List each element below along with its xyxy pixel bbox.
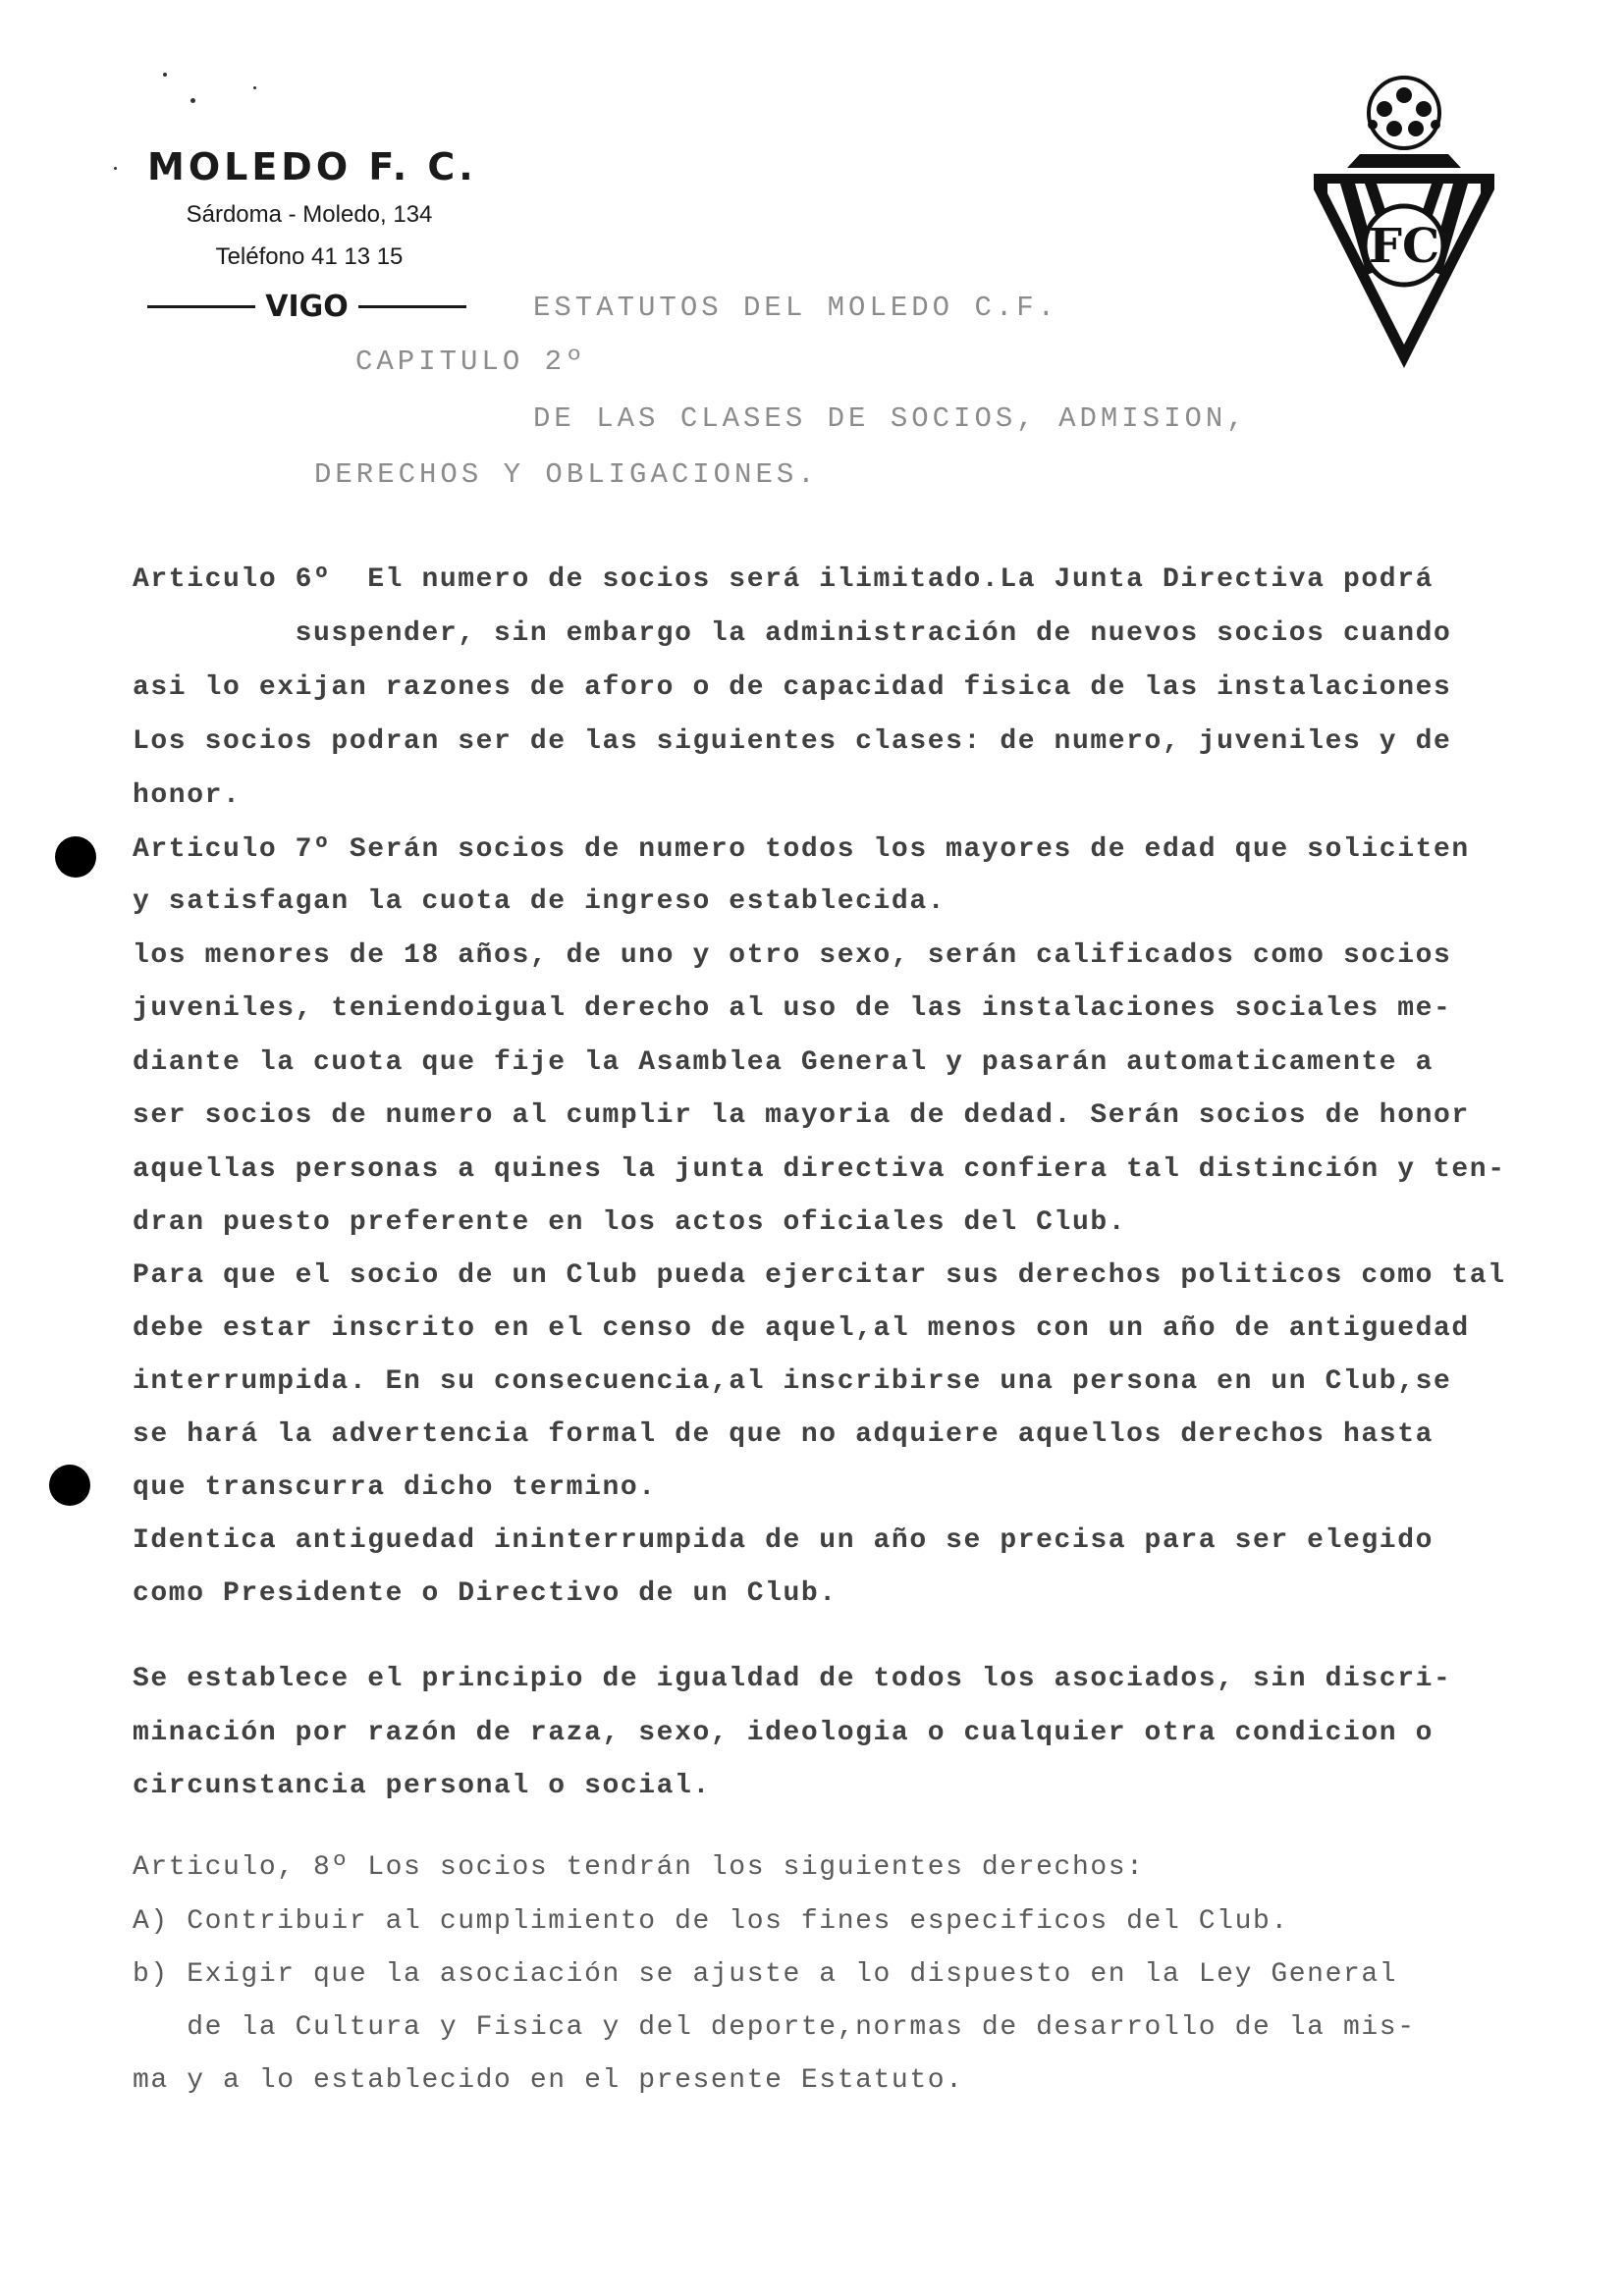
body-line: aquellas personas a quines la junta directiva confiera tal distinción y ten- xyxy=(133,1154,1506,1185)
speck xyxy=(163,73,167,77)
club-name: MOLEDO F. C. xyxy=(147,145,477,188)
body-line: que transcurra dicho termino. xyxy=(133,1472,657,1503)
body-line: se hará la advertencia formal de que no adquiere aquellos derechos hasta xyxy=(133,1419,1434,1450)
body-line: Articulo 7º Serán socios de numero todos los mayores de edad que soliciten xyxy=(133,834,1470,865)
chapter-subtitle-1: DE LAS CLASES DE SOCIOS, ADMISION, xyxy=(533,402,1248,435)
city-rule-right xyxy=(358,305,466,308)
club-crest-icon xyxy=(1306,74,1502,378)
punch-hole xyxy=(55,836,96,878)
speck xyxy=(114,167,117,170)
city-label: VIGO xyxy=(265,290,349,324)
speck xyxy=(253,86,256,89)
body-line: Se establece el principio de igualdad de todos los asociados, sin discri- xyxy=(133,1664,1452,1694)
body-line: minación por razón de raza, sexo, ideologia o cualquier otra condicion o xyxy=(133,1718,1434,1748)
body-line: A) Contribuir al cumplimiento de los fines especificos del Club. xyxy=(133,1906,1289,1937)
body-line: Articulo 6º El numero de socios será ilimitado.La Junta Directiva podrá xyxy=(133,564,1434,595)
body-line: Los socios podran ser de las siguientes clases: de numero, juveniles y de xyxy=(133,726,1452,757)
statutes-title: ESTATUTOS DEL MOLEDO C.F. xyxy=(533,292,1059,324)
body-line: circunstancia personal o social. xyxy=(133,1771,711,1801)
body-line: dran puesto preferente en los actos oficiales del Club. xyxy=(133,1207,1127,1238)
body-line: y satisfagan la cuota de ingreso establecida. xyxy=(133,886,947,917)
body-line: honor. xyxy=(133,780,242,811)
body-line: b) Exigir que la asociación se ajuste a lo dispuesto en la Ley General xyxy=(133,1959,1398,1990)
svg-text:FC: FC xyxy=(1368,219,1440,274)
body-line: interrumpida. En su consecuencia,al inscribirse una persona en un Club,se xyxy=(133,1366,1452,1397)
club-city xyxy=(147,290,466,324)
city-rule-left xyxy=(147,305,255,308)
chapter-label: CAPITULO 2º xyxy=(355,346,587,378)
body-line: asi lo exijan razones de aforo o de capacidad fisica de las instalaciones xyxy=(133,672,1452,703)
body-line: ser socios de numero al cumplir la mayoria de dedad. Serán socios de honor xyxy=(133,1100,1470,1131)
body-line: Para que el socio de un Club pueda ejercitar sus derechos politicos como tal xyxy=(133,1260,1506,1291)
chapter-subtitle-2: DERECHOS Y OBLIGACIONES. xyxy=(314,458,819,491)
body-line: suspender, sin embargo la administración de nuevos socios cuando xyxy=(133,618,1452,649)
club-phone: Teléfono 41 13 15 xyxy=(215,243,404,270)
punch-hole xyxy=(49,1465,90,1506)
body-line: de la Cultura y Fisica y del deporte,normas de desarrollo de la mis- xyxy=(133,2012,1416,2043)
body-line: como Presidente o Directivo de un Club. xyxy=(133,1578,838,1609)
body-line: Identica antiguedad ininterrumpida de un año se precisa para ser elegido xyxy=(133,1525,1434,1556)
body-line: debe estar inscrito en el censo de aquel,al menos con un año de antiguedad xyxy=(133,1313,1470,1344)
speck xyxy=(190,98,195,103)
body-line: Articulo, 8º Los socios tendrán los siguientes derechos: xyxy=(133,1852,1145,1883)
body-line: juveniles, teniendoigual derecho al uso de las instalaciones sociales me- xyxy=(133,993,1452,1024)
body-line: ma y a lo establecido en el presente Estatuto. xyxy=(133,2065,964,2096)
club-address: Sárdoma - Moledo, 134 xyxy=(186,201,433,228)
body-line: diante la cuota que fije la Asamblea General y pasarán automaticamente a xyxy=(133,1047,1434,1078)
body-line: los menores de 18 años, de uno y otro sexo, serán calificados como socios xyxy=(133,940,1452,971)
